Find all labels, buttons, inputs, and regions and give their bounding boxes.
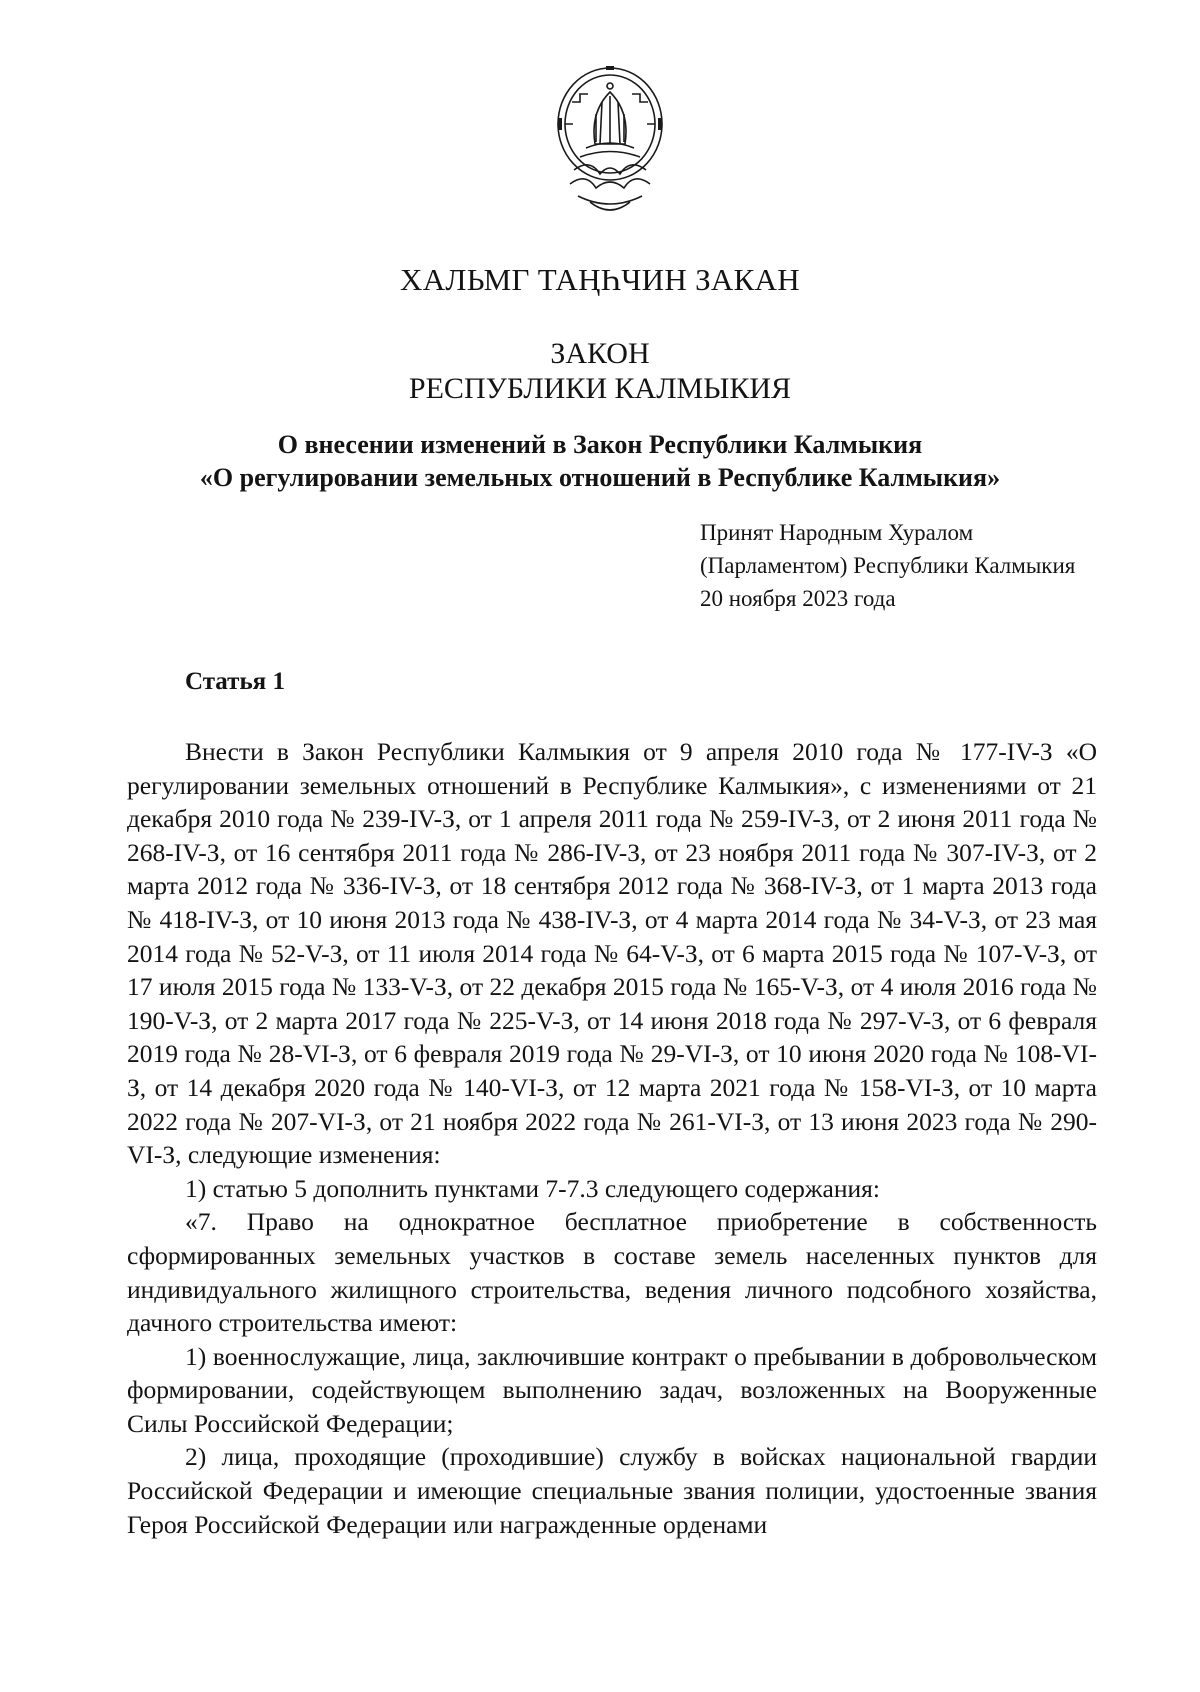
article-paragraph: Внести в Закон Республики Калмыкия от 9 апреля 2010 года № 177-IV-З «О регулировании земельных отношений в Республике Калмыкия», с изменениями от 21 декабря 2010 года № 239-IV-З, от 1 апреля 2011 года № 259-IV-З, от 2 июня 2011 года № 268-IV-З, от 16 сентября 2011 года № 286-IV-З, от 23 ноября 2011 года № 307-IV-З, от 2 марта 2012 года № 336-IV-З, от 18 сентября 2012 года № 368-IV-З, от 1 марта 2013 года № 418-IV-З, от 10 июня 2013 года № 438-IV-З, от 4 марта 2014 года № 34-V-З, от 23 мая 2014 года № 52-V-З, от 11 июля 2014 года № 64-V-З, от 6 марта 2015 года № 107-V-З, от 17 июля 2015 года № 133-V-З, от 22 декабря 2015 года № 165-V-З, от 4 июля 2016 года № 190-V-З, от 2 марта 2017 года № 225-V-З, от 14 июня 2018 года № 297-V-З, от 6 февраля 2019 года № 28-VI-З, от 6 февраля 2019 года № 29-VI-З, от 10 июня 2020 года № 108-VI-З, от 14 декабря 2020 года № 140-VI-З, от 12 марта 2021 года № 158-VI-З, от 10 марта 2022 года № 207-VI-З, от 21 ноября 2022 года № 261-VI-З, от 13 июня 2023 года № 290-VI-З, следующие изменения: [127,737,1097,1170]
adoption-date: 20 ноября 2023 года [700,586,896,611]
article-paragraph: 2) лица, проходящие (проходившие) службу в войсках национальной гвардии Российской Федерации и имеющие специальные звания полиции, удостоенные звания Героя Российской Федерации или награжденные орденами [127,1442,1097,1539]
adoption-line-2: (Парламентом) Республики Калмыкия [700,553,1076,578]
title-kalmyk: ХАЛЬМГ ТАҢҺЧИН ЗАКАН [400,262,800,297]
article-body [127,735,1097,1541]
subtitle-line-2: «О регулировании земельных отношений в Республике Калмыкия» [199,463,1001,492]
adoption-line-1: Принят Народным Хуралом [700,520,974,545]
article-paragraph: 1) военнослужащие, лица, заключившие контракт о пребывании в добровольческом формировании, содействующем выполнению задач, возложенных на Вооруженные Силы Российской Федерации; [127,1341,1097,1438]
adoption-note [700,516,1075,615]
subtitle-line-1: О внесении изменений в Закон Республики Калмыкия [277,430,923,459]
article-title: Статья 1 [185,668,285,695]
kalmykia-emblem-icon [550,62,670,222]
article-paragraph: «7. Право на однократное бесплатное приобретение в собственность сформированных земельных участков в составе земель населенных пунктов для индивидуального жилищного строительства, ведения личного подсобного хозяйства, дачного строительства имеют: [127,1207,1097,1338]
article-paragraph: 1) статью 5 дополнить пунктами 7-7.3 следующего содержания: [185,1173,880,1203]
title-republic: РЕСПУБЛИКИ КАЛМЫКИЯ [408,372,792,405]
title-law: ЗАКОН [550,337,650,370]
